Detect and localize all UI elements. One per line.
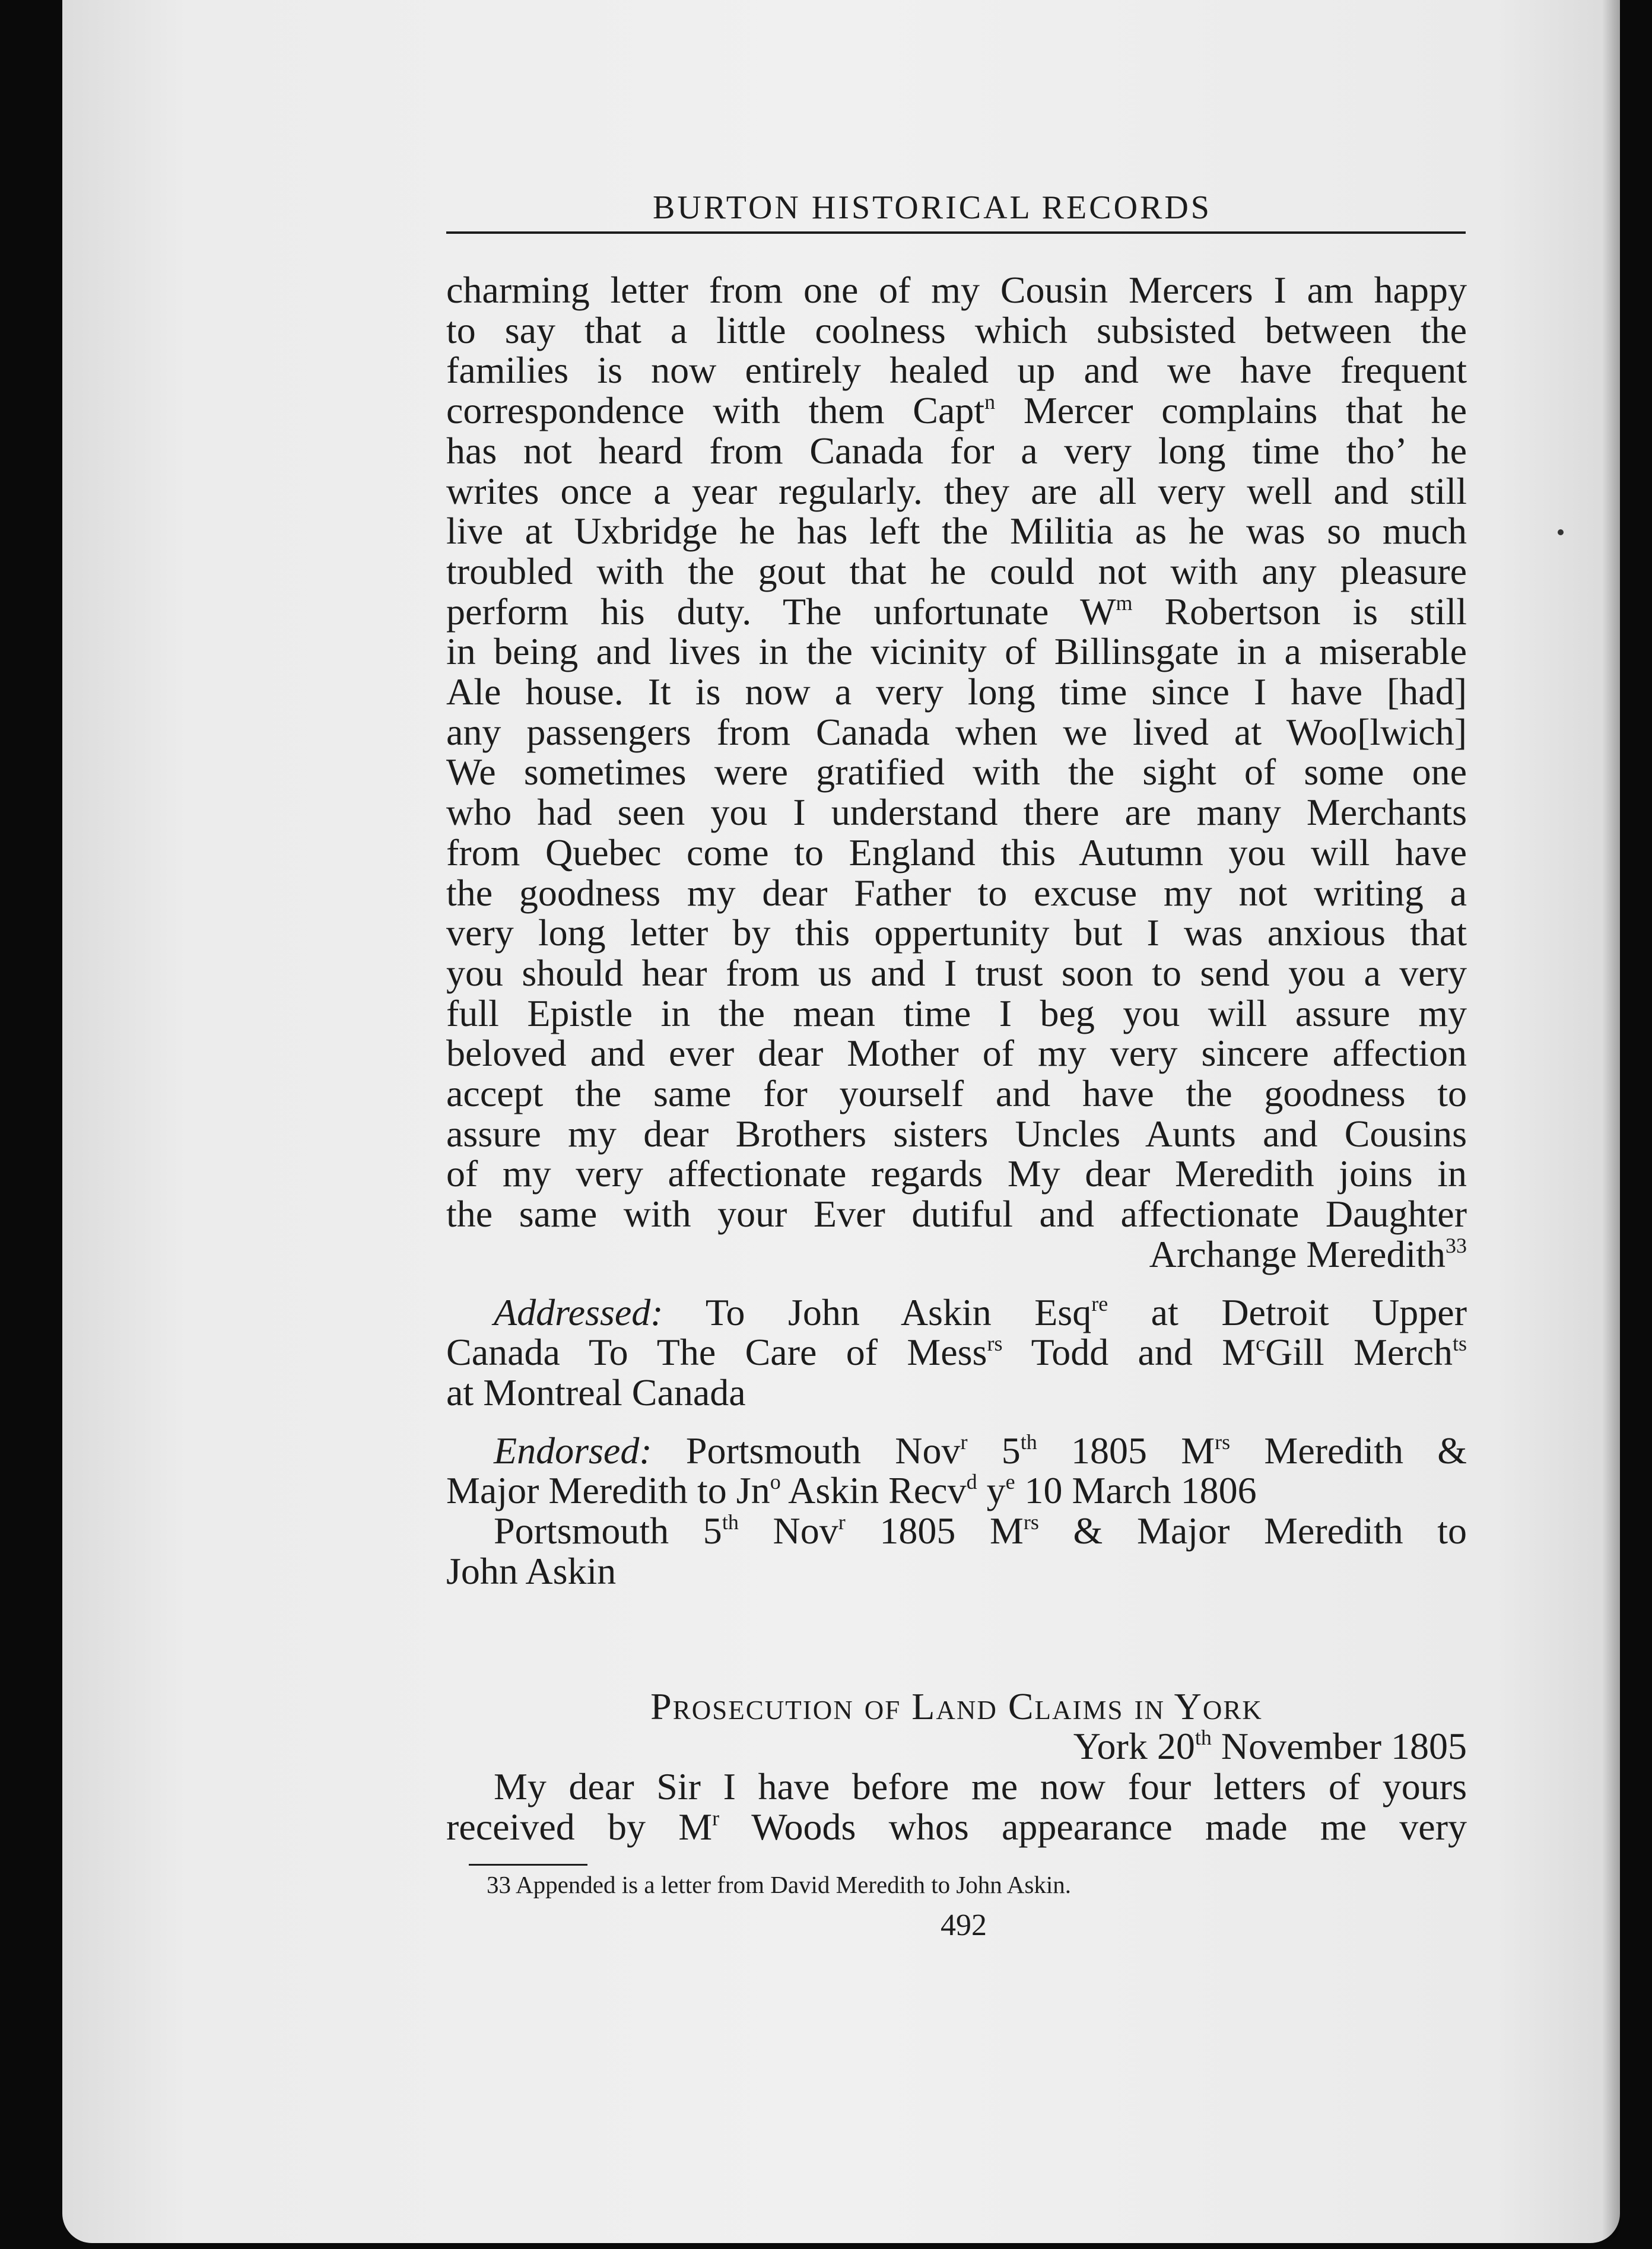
addressed-text: Canada To The Care of Mess [446, 1331, 987, 1374]
addressed-text: Gill Merch [1265, 1331, 1453, 1374]
letter-line-24: the same with your Ever dutiful and affectionate Daughter [446, 1193, 1467, 1235]
header-rule [446, 231, 1466, 234]
footnote-rule [469, 1864, 587, 1866]
superscript: rs [987, 1332, 1003, 1356]
paragraph-gap [446, 1413, 1467, 1431]
note-text: 1805 M [845, 1510, 1024, 1552]
addressed-text: To John Askin Esq [663, 1291, 1092, 1333]
addressed-label: Addressed: [494, 1291, 663, 1333]
note-text: Portsmouth 5 [494, 1510, 722, 1552]
addressed-line-3: at Montreal Canada [446, 1371, 746, 1413]
letter-line-9-a: perform his duty. The unfortunate W [446, 590, 1116, 633]
body-text [446, 270, 1467, 1847]
footnote-reference: 33 [1446, 1233, 1467, 1257]
superscript: r [838, 1510, 846, 1535]
superscript: th [722, 1510, 739, 1535]
endorsed-text: Portsmouth Nov [652, 1429, 961, 1472]
letter-line-3: families is now entirely healed up and we have frequent [446, 349, 1467, 392]
signature [446, 1234, 1467, 1275]
endorsed-text: 10 March 1806 [1015, 1469, 1257, 1512]
addressed-text: Todd and M [1002, 1331, 1256, 1374]
superscript: m [1116, 590, 1133, 615]
letter-line-21: accept the same for yourself and have the goodness to [446, 1072, 1467, 1115]
letter-line-8: troubled with the gout that he could not with any pleasure [446, 549, 1467, 592]
note-line-1 [446, 1511, 1467, 1551]
superscript: th [1194, 1726, 1212, 1750]
endorsed-text: 5 [967, 1429, 1021, 1472]
letter-line-6: writes once a year regularly. they are all very well and still [446, 469, 1467, 512]
superscript: th [1020, 1430, 1037, 1454]
letter-line-2: to say that a little coolness which subsisted between the [446, 309, 1467, 351]
letter-line-9-b: Robertson is still [1132, 590, 1467, 633]
letter-line-12: any passengers from Canada when we lived at Woo[lwich] [446, 710, 1467, 753]
superscript: rs [1215, 1430, 1231, 1454]
letter-line-9 [446, 592, 1467, 632]
footnote: 33 Appended is a letter from David Meredith to John Askin. [487, 1871, 1071, 1898]
addressed-text: at Detroit Upper [1108, 1291, 1467, 1333]
dateline-text: November 1805 [1211, 1725, 1467, 1768]
letter-line-14: who had seen you I understand there are many Merchants [446, 791, 1467, 834]
page-number: 492 [941, 1908, 987, 1942]
superscript: n [984, 390, 996, 414]
note-line-2: John Askin [446, 1549, 617, 1592]
letter-line-7: live at Uxbridge he has left the Militia as he was so much [446, 510, 1467, 552]
letter-line-1: charming letter from one of my Cousin Mercers I am happy [446, 269, 1467, 311]
section-gap [446, 1592, 1467, 1686]
endorsed-text: Major Meredith to Jn [446, 1469, 770, 1512]
next-letter-line-2 [446, 1807, 1467, 1847]
letter-line-19: full Epistle in the mean time I beg you will assure my [446, 992, 1467, 1034]
section-title: Prosecution of Land Claims in York [650, 1685, 1263, 1727]
superscript: r [712, 1806, 720, 1830]
superscript: d [966, 1470, 977, 1494]
superscript: o [770, 1470, 781, 1494]
letter-line-23: of my very affectionate regards My dear Meredith joins in [446, 1152, 1467, 1195]
endorsed-text: 1805 M [1037, 1429, 1215, 1472]
superscript: r [960, 1430, 968, 1454]
letter-line-11: Ale house. It is now a very long time since I have [had] [446, 671, 1467, 713]
endorsed-label: Endorsed: [494, 1429, 652, 1472]
letter-line-4 [446, 390, 1467, 431]
letter-line-4-b: Mercer complains that he [995, 389, 1467, 432]
superscript: ts [1453, 1332, 1467, 1356]
next-letter-line-1: My dear Sir I have before me now four letters of yours [494, 1765, 1467, 1808]
next-letter-text: received by M [446, 1805, 713, 1848]
note-text: Nov [738, 1510, 838, 1552]
endorsed-text: Meredith & [1230, 1429, 1467, 1472]
superscript: re [1091, 1291, 1108, 1316]
superscript: c [1256, 1332, 1266, 1356]
stray-ink-dot [1558, 529, 1564, 535]
addressed-line-1 [446, 1292, 1467, 1333]
endorsed-text: y [977, 1469, 1006, 1512]
superscript: e [1005, 1470, 1015, 1494]
letter-line-13: We sometimes were gratified with the sight of some one [446, 751, 1467, 793]
letter-line-4-a: correspondence with them Capt [446, 389, 985, 432]
note-text: & Major Meredith to [1038, 1510, 1467, 1552]
letter-line-10: in being and lives in the vicinity of Billinsgate in a miserable [446, 630, 1467, 673]
endorsed-line-2 [446, 1470, 1467, 1511]
letter-line-18: you should hear from us and I trust soon to send you a very [446, 951, 1467, 994]
paragraph-gap [446, 1275, 1467, 1292]
page-edge-shadow [1602, 0, 1620, 2243]
dateline [446, 1726, 1467, 1767]
letter-line-15: from Quebec come to England this Autumn you will have [446, 831, 1467, 873]
addressed-line-2 [446, 1332, 1467, 1373]
next-letter-text: Woods whos appearance made me very [719, 1805, 1467, 1848]
dateline-text: York 20 [1073, 1725, 1195, 1768]
running-head: BURTON HISTORICAL RECORDS [653, 189, 1212, 226]
signature-name: Archange Meredith [1149, 1232, 1446, 1275]
letter-line-17: very long letter by this oppertunity but I was anxious that [446, 911, 1467, 954]
letter-line-16: the goodness my dear Father to excuse my not writing a [446, 871, 1467, 914]
letter-line-5: has not heard from Canada for a very long time tho’ he [446, 429, 1467, 472]
letter-line-20: beloved and ever dear Mother of my very sincere affection [446, 1032, 1467, 1075]
endorsed-line-1 [446, 1431, 1467, 1471]
superscript: rs [1023, 1510, 1039, 1535]
endorsed-text: Askin Recv [780, 1469, 967, 1512]
letter-line-22: assure my dear Brothers sisters Uncles Aunts and Cousins [446, 1112, 1467, 1155]
